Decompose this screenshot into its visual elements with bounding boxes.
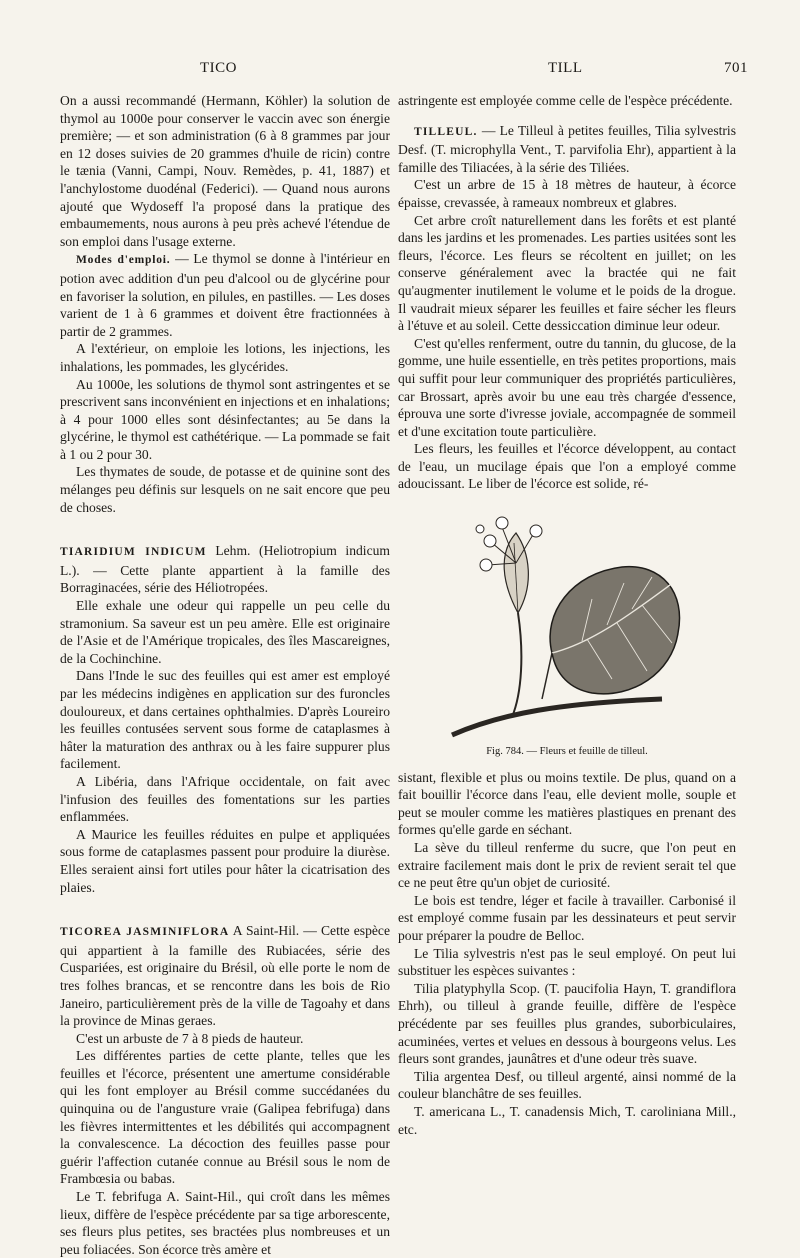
paragraph: On a aussi recommandé (Hermann, Köhler) la solution de thymol au 1000e pour conserver le vaccin avec son énergie première; — et son administration (6 à 8 grammes par jour en 12 doses suivies de 20 grammes d'huile de ricin) contre le tænia (Vanni, Campi, Nouv. Remèdes, p. 41, 1887) et l'anchylostome duodénal (Federici). — Quand nous aurons ajouté que Wydoseff l'a proposé dans la pratique des embaumements, nous aurons à peu près achevé l'étendue de son emploi dans l'usage externe.	[60, 93, 390, 249]
header-left-keyword: TICO	[200, 60, 237, 76]
paragraph: C'est un arbuste de 7 à 8 pieds de hauteur.	[76, 1030, 304, 1046]
entry	[60, 922, 390, 1030]
paragraph	[60, 250, 390, 340]
page-number: 701	[724, 60, 748, 76]
run-in-heading: Modes d'emploi.	[76, 254, 171, 267]
paragraph-text: — Le thymol se donne à l'intérieur en potion avec addition d'un peu d'alcool ou de glycérine pour en favoriser la solution, en pilules, en pastilles. — Les doses varient de 1 à 6 grammes et doivent être fractionnées à partir de 2 grammes.	[60, 251, 390, 339]
entry-text: — Le Tilleul à petites feuilles, Tilia sylvestris Desf. (T. microphylla Vent., T. parvifolia Ehr), appartient à la famille des Tiliacées, à la série des Tiliées.	[398, 122, 736, 175]
figure-caption: Fig. 784. — Fleurs et feuille de tilleul.	[486, 746, 648, 758]
left-column	[60, 92, 390, 1258]
entry-heading: TILLEUL.	[414, 125, 478, 138]
paragraph: Dans l'Inde le suc des feuilles qui est amer est employé par les médecins indigènes en application sur des furoncles douloureux, et dans certaines ophthalmies. D'après Loureiro les feuilles contusées servent sous forme de cataplasmes à hâter la maturation des anthrax ou à les faire suppurer plus facilement.	[60, 668, 390, 772]
paragraph: Les thymates de soude, de potasse et de quinine sont des mélanges peu définis sur lesquels on ne sait encore que peu de choses.	[60, 464, 390, 515]
paragraph: A Maurice les feuilles réduites en pulpe et appliquées sous forme de cataplasmes passent pour produire la diurèse. Elles seraient ainsi fort utiles pour hâter la cicatrisation des plaies.	[60, 826, 390, 895]
paragraph: Tilia argentea Desf, ou tilleul argenté, ainsi nommé de la couleur blanchâtre de ses feuilles.	[398, 1068, 736, 1102]
right-column	[398, 92, 736, 1138]
paragraph: Les fleurs, les feuilles et l'écorce développent, au contact de l'eau, un mucilage épais que l'on a employé comme adoucissant. Le liber de l'écorce est solide, ré-	[398, 441, 736, 492]
paragraph: Au 1000e, les solutions de thymol sont astringentes et se prescrivent sans inconvénient en injections et en inhalations; à 4 pour 1000 elles sont désinfectantes; au 5e dans la glycérine, le thymol est cathétérique. — La pommade se fait à 1 ou 2 pour 30.	[60, 376, 390, 462]
entry	[398, 122, 736, 177]
paragraph: Cet arbre croît naturellement dans les forêts et est planté dans les jardins et les promenades. Les parties usitées sont les fleurs, l'écorce. Les fleurs se récoltent en juillet; on les conserve généralement avec la bractée qui ne fait qu'augmenter inutilement le volume et le poids de la drogue. Il vaudrait mieux séparer les feuilles et faire sécher les fleurs à l'étuve et au soleil. Cette dessiccation diminue leur odeur.	[398, 212, 736, 334]
paragraph: A Libéria, dans l'Afrique occidentale, on fait avec l'infusion des feuilles des fomentations sur les parties enflammées.	[60, 773, 390, 825]
paragraph: C'est un arbre de 15 à 18 mètres de hauteur, à écorce épaisse, crevassée, à rameaux nombreux et glabres.	[398, 177, 736, 210]
paragraph: Elle exhale une odeur qui rappelle un peu celle du stramonium. Sa saveur est un peu amère. Elle est originaire de l'Asie et de l'Amérique tropicales, des îles Mascareignes, de la Cochinchine.	[60, 598, 390, 666]
entry-text: A Saint-Hil. — Cette espèce qui appartient à la famille des Rubiacées, série des Cuspariées, est originaire du Brésil, où elle porte le nom de tres folhes brancas, et se rencontre dans les bois de Rio Janeiro, particulièrement près de la ville de Tagoahy et dans la province de Minas geraes.	[60, 923, 390, 1029]
paragraph: T. americana L., T. canadensis Mich, T. caroliniana Mill., etc.	[398, 1103, 736, 1137]
paragraph: sistant, flexible et plus ou moins textile. De plus, quand on a fait bouillir l'écorce dans l'eau, elle devient molle, souple et peut se mouler comme les matières plastiques en prenant des formes qu'elle garde en séchant.	[398, 769, 736, 838]
paragraph: Les différentes parties de cette plante, telles que les feuilles et l'écorce, présentent une amertume considérable qui les font employer au Brésil comme succédanées du quinquina ou de l'angusture vraie (Galipea febrifuga) dans les fièvres intermittentes et les débilités qui accompagnent la convalescence. La décoction des feuilles passe pour guérir l'affection cutanée connue au Brésil sous le nom de Frambœsia ou babas.	[60, 1048, 390, 1187]
paragraph: Tilia platyphylla Scop. (T. paucifolia Hayn, T. grandiflora Ehrh), ou tilleul à grande feuille, diffère de l'espèce précédente par ses feuilles plus grandes, suborbiculaires, acuminées, vertes et velues en dessous à bourgeons velus. Les fleurs sont grandes, jaunâtres et d'une odeur très suave.	[398, 980, 736, 1067]
entry-heading: TIARIDIUM INDICUM	[60, 546, 207, 559]
paragraph: A l'extérieur, on emploie les lotions, les injections, les inhalations, les pommades, les glycérides.	[60, 341, 390, 374]
figure-linden	[398, 503, 736, 761]
header-right-keyword: TILL	[548, 60, 583, 76]
paragraph: C'est qu'elles renferment, outre du tannin, du glucose, de la gomme, une huile essentielle, en très petites proportions, mais qui suffit pour leur communiquer des propriétés particulières, car Brossart, après avoir bu une eau très chargée d'essence, éprouva une sorte d'ivresse joviale, accompagnée de sommeil et d'une excitation toute particulière.	[398, 335, 736, 439]
paragraph: Le bois est tendre, léger et facile à travailler. Carbonisé il est employé comme fusain par les dessinateurs et peut servir pour préparer la poudre de Belloc.	[398, 892, 736, 943]
entry	[60, 542, 390, 597]
paragraph: La sève du tilleul renferme du sucre, que l'on peut en extraire facilement mais dont le prix de revient serait tel que ce ne peut être qu'un objet de curiosité.	[398, 840, 736, 891]
paragraph: Le Tilia sylvestris n'est pas le seul employé. On peut lui substituer les espèces suivantes :	[398, 945, 736, 979]
linden-illustration	[442, 503, 692, 743]
paragraph: Le T. febrifuga A. Saint-Hil., qui croît dans les mêmes lieux, diffère de l'espèce précédente par sa tige arborescente, ses fleurs plus petites, ses bractées plus nombreuses et un peu foliacées. Son écorce très amère et	[60, 1189, 390, 1257]
entry-text: Lehm. (Heliotropium indicum L.). — Cette plante appartient à la famille des Borraginacées, série des Héliotropées.	[60, 543, 390, 596]
running-header	[0, 60, 800, 84]
paragraph: astringente est employée comme celle de l'espèce précédente.	[398, 93, 733, 108]
entry-heading: TICOREA JASMINIFLORA	[60, 926, 230, 939]
